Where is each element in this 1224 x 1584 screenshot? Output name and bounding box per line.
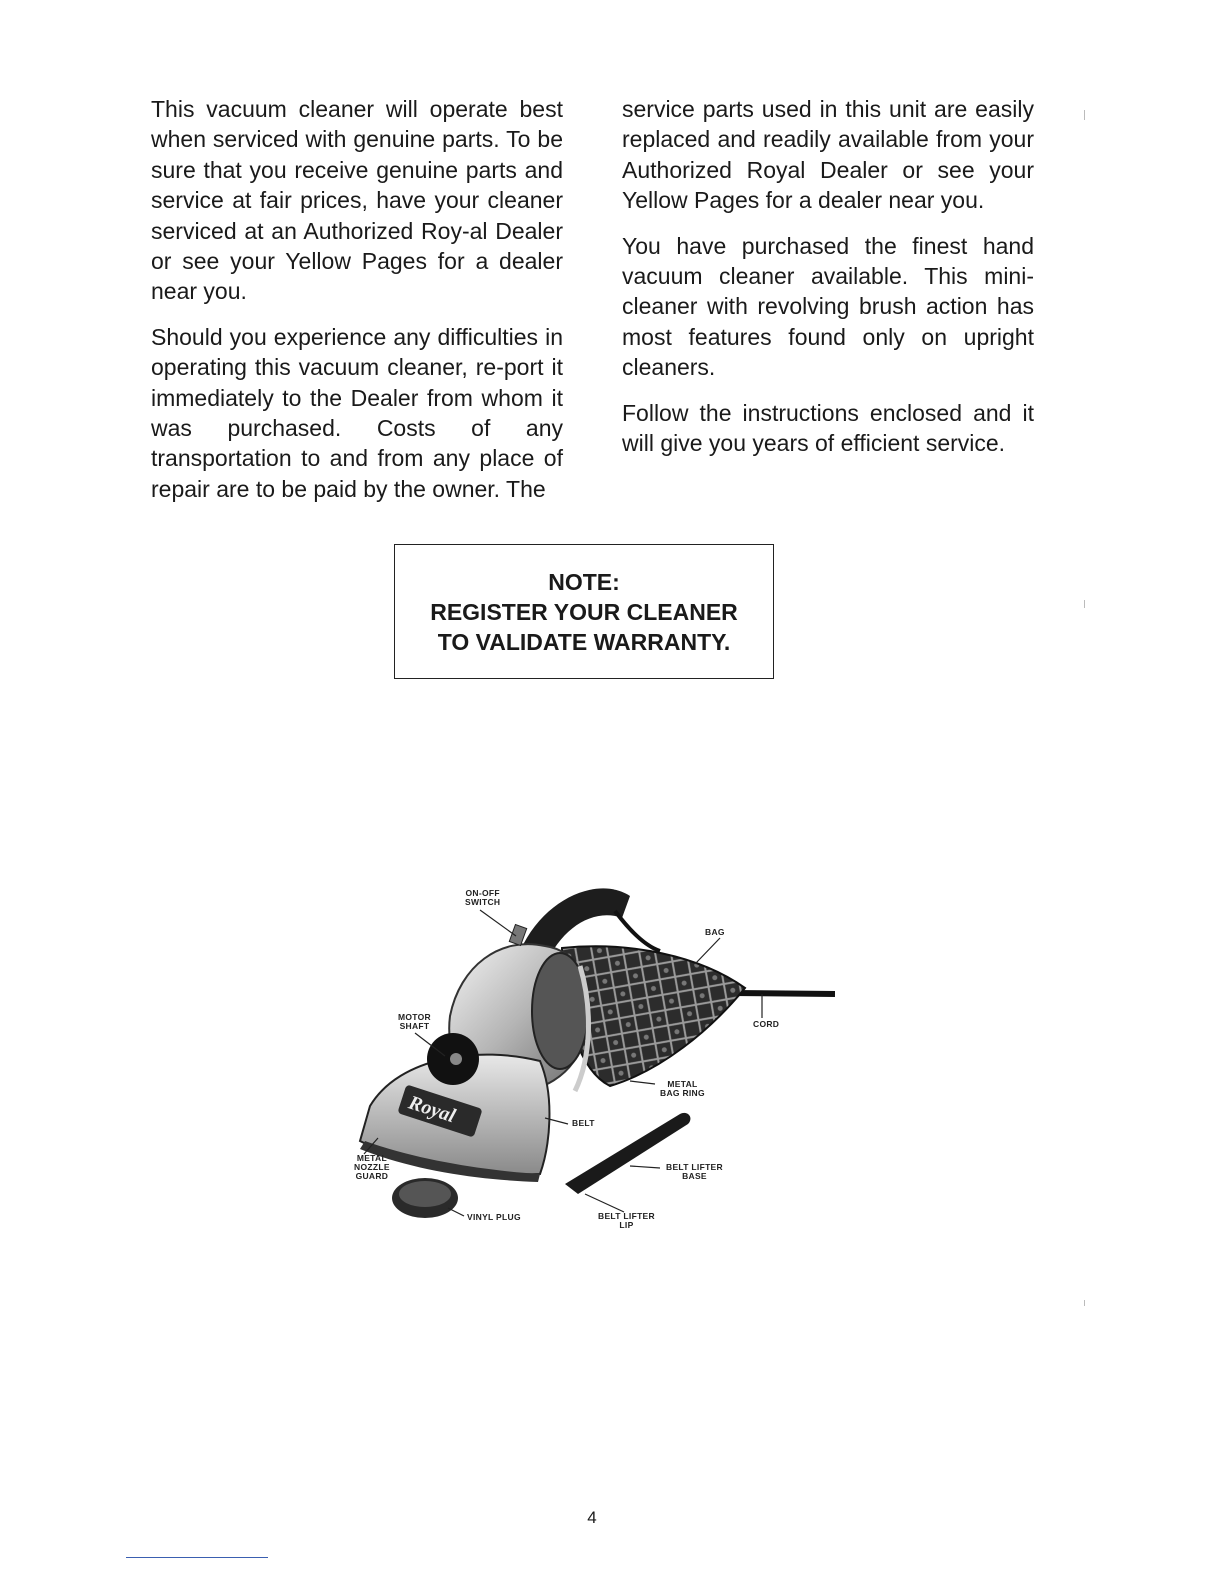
cord-shape — [732, 993, 835, 994]
scan-edge-mark — [1084, 600, 1085, 608]
cord-label: CORD — [753, 1019, 780, 1029]
paragraph-difficulties: Should you experience any difficulties in operating this vacuum cleaner, re-port it immediately to the Dealer from whom it was purchased. Costs of any transportation to and from any place of repair are to be paid by the owner. The — [151, 323, 563, 502]
note-heading: NOTE: — [548, 569, 620, 595]
motor-shaft-label: MOTOR SHAFT — [398, 1012, 431, 1031]
metal-bag-ring-label: METAL BAG RING — [660, 1079, 705, 1098]
note-register-line: REGISTER YOUR CLEANER — [430, 599, 738, 625]
paragraph-finest-vacuum: You have purchased the finest hand vacuum cleaner available. This mini-cleaner with revolving brush action has most features found only on upright cleaners. — [622, 232, 1034, 381]
on-off-switch-label: ON-OFF SWITCH — [465, 888, 501, 907]
metal-nozzle-guard-label: METAL NOZZLE GUARD — [354, 1153, 390, 1181]
warranty-note-box — [394, 544, 774, 679]
bag-label: BAG — [705, 927, 725, 937]
scan-edge-mark — [1084, 1300, 1085, 1306]
page-number: 4 — [587, 1508, 597, 1527]
vacuum-parts-diagram — [330, 856, 835, 1256]
vinyl-plug-label: VINYL PLUG — [467, 1212, 521, 1222]
paragraph-service-parts: service parts used in this unit are easily replaced and readily available from your Authorized Royal Dealer or see your Yellow Pages for a dealer near you. — [622, 96, 1034, 214]
right-text-column — [622, 94, 1034, 473]
left-text-column — [151, 94, 563, 519]
belt-lifter-lip-label: BELT LIFTER LIP — [598, 1211, 655, 1230]
paragraph-follow-instructions: Follow the instructions enclosed and it will give you years of efficient service. — [622, 399, 1034, 457]
paragraph-genuine-parts: This vacuum cleaner will operate best when serviced with genuine parts. To be sure that you receive genuine parts and service at fair prices, have your cleaner serviced at an Authorized Roy-al Dealer or see your Yellow Pages for a dealer near you. — [151, 96, 563, 305]
footer-rule — [126, 1557, 268, 1558]
belt-label: BELT — [572, 1118, 595, 1128]
scan-edge-mark — [1084, 110, 1085, 120]
royal-logo: Royal — [405, 1091, 459, 1128]
note-warranty-line: TO VALIDATE WARRANTY. — [437, 629, 731, 655]
vacuum-illustration — [330, 856, 835, 1256]
belt-lifter-base-label: BELT LIFTER BASE — [666, 1162, 723, 1181]
